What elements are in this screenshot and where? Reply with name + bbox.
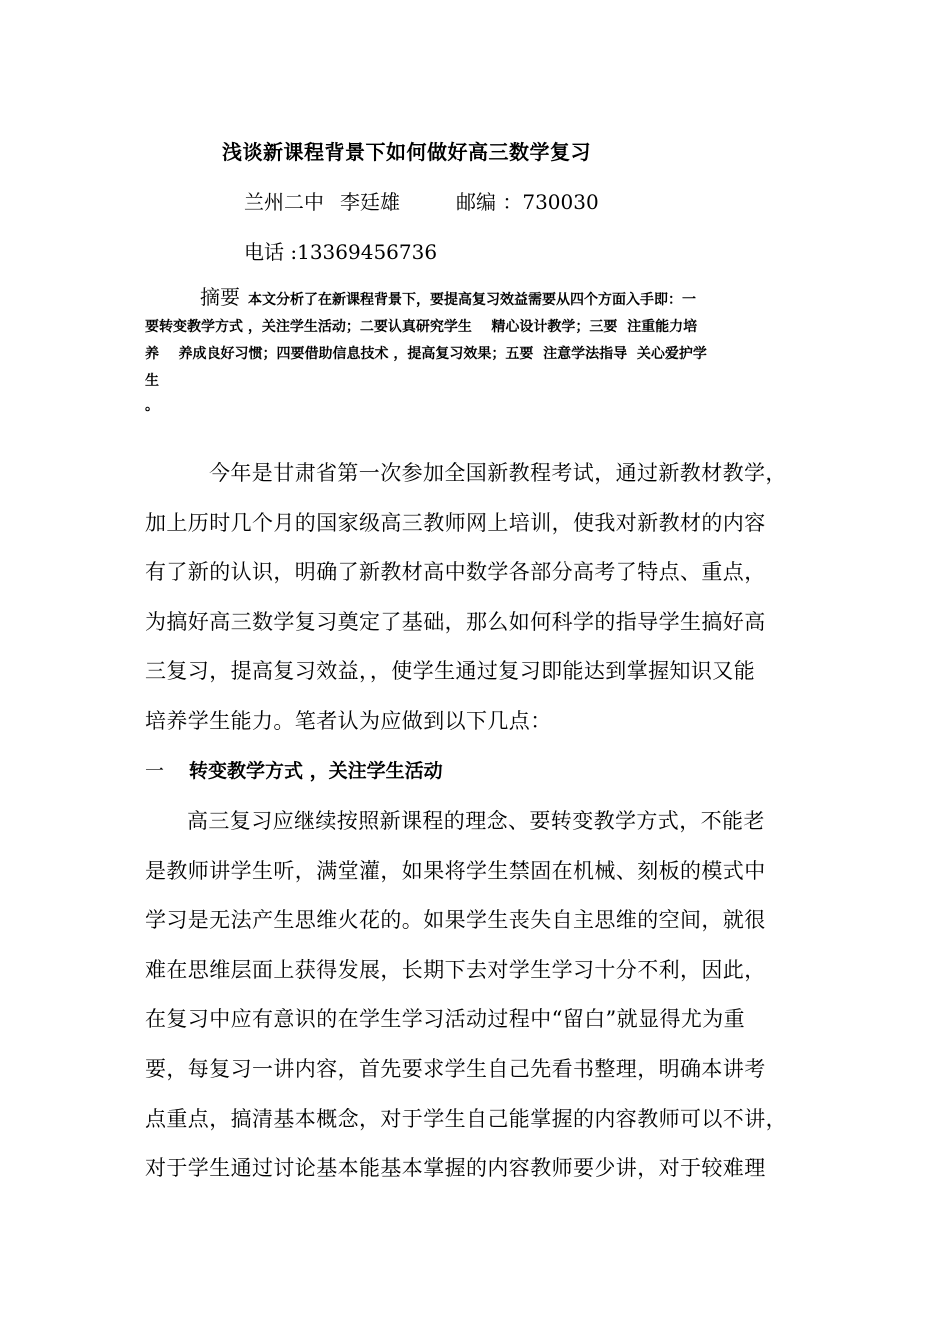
section-number: 一 [145,760,165,782]
section-paragraph [145,797,810,1194]
paragraph-line: 学习是无法产生思维火花的。如果学生丧失自主思维的空间，就很 [145,908,766,933]
paragraph-line: 今年是甘肃省第一次参加全国新教程考试，通过新教材教学， [209,461,787,485]
phone-number: 13369456736 [297,240,438,264]
paragraph-line: 是教师讲学生听，满堂灌，如果将学生禁固在机械、刻板的模式中 [145,858,766,883]
abstract-line: 要转变教学方式 ，关注学生活动；二要认真研究学生 精心设计教学；三要 注重能力培 [145,319,698,335]
paragraph-line: 三复习，提高复习效益，，使学生通过复习即能达到掌握知识又能 [145,659,756,684]
postcode-value: 730030 [522,190,599,214]
paragraph-line: 培养学生能力。笔者认为应做到以下几点： [145,708,552,733]
paragraph-line: 有了新的认识，明确了新教材高中数学各部分高考了特点、重点， [145,560,766,585]
abstract-line: 本文分析了在新课程背景下，要提高复习效益需要从四个方面入手即：一 [248,292,696,308]
paragraph-line: 为搞好高三数学复习奠定了基础，那么如何科学的指导学生搞好高 [145,609,766,634]
paragraph-line: 点重点，搞清基本概念，对于学生自己能掌握的内容教师可以不讲， [145,1106,787,1131]
abstract-end: 。 [145,398,159,414]
author-line [244,186,599,215]
section-title: 转变教学方式 ，关注学生活动 [189,760,443,782]
abstract-label: 摘要 [200,285,240,309]
phone-line [244,236,437,265]
paragraph-line: 要，每复习一讲内容，首先要求学生自己先看书整理，明确本讲考 [145,1056,766,1081]
paragraph-line: 在复习中应有意识的在学生学习活动过程中“留白”就显得尤为重 [145,1007,746,1032]
section-heading [145,756,443,783]
abstract-line: 养 养成良好习惯；四要借助信息技术 ，提高复习效果；五要 注意学法指导 关心爱护学 [145,346,707,362]
paragraph-line: 难在思维层面上获得发展，长期下去对学生学习十分不利，因此， [145,957,766,982]
document-title: 浅谈新课程背景下如何做好高三数学复习 [222,140,591,164]
intro-paragraph [145,449,810,747]
abstract [145,284,810,417]
author-name: 李廷雄 [340,190,400,214]
author-school: 兰州二中 [244,190,324,214]
paragraph-line: 加上历时几个月的国家级高三教师网上培训，使我对新教材的内容 [145,510,766,535]
paragraph-line: 高三复习应继续按照新课程的理念、要转变教学方式，不能老 [187,809,765,833]
postcode-label: 邮编 ： [456,190,523,214]
paragraph-line: 对于学生通过讨论基本能基本掌握的内容教师要少讲，对于较难理 [145,1156,766,1181]
abstract-line: 生 [145,373,159,389]
phone-label: 电话 : [244,240,298,264]
